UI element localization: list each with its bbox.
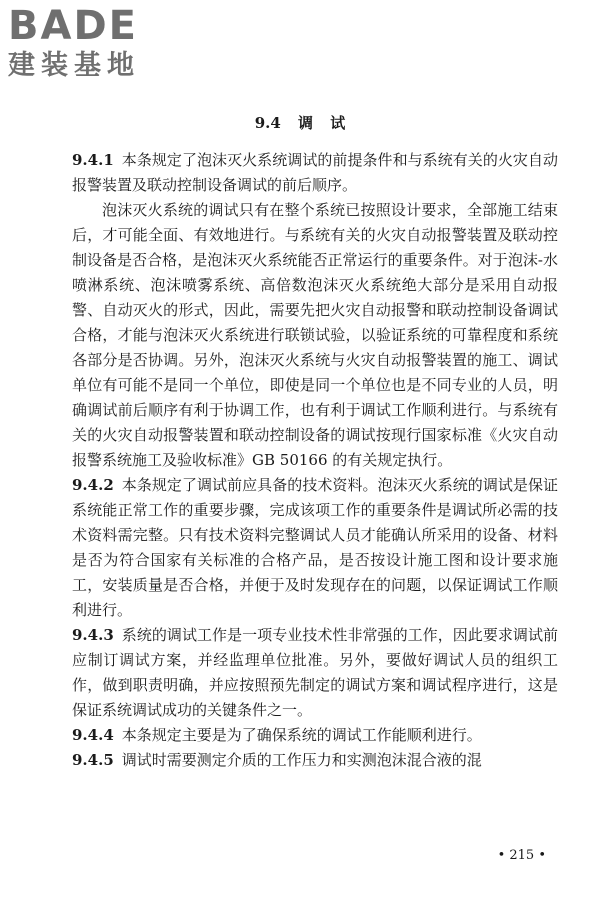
logo-text-en: BADE bbox=[8, 3, 138, 49]
brand-logo bbox=[8, 4, 140, 82]
clause-9-4-4 bbox=[72, 723, 558, 748]
clause-text: 系统的调试工作是一项专业技术性非常强的工作，因此要求调试前应制订调试方案，并经监理单位批准。另外，要做好调试人员的组织工作，做到职责明确，并应按照预先制定的调试方案和调试程序进行，这是保证系统调试成功的关键条件之一。 bbox=[72, 626, 558, 719]
clause-text: 本条规定了泡沫灭火系统调试的前提条件和与系统有关的火灾自动报警装置及联动控制设备调试的前后顺序。 bbox=[72, 151, 558, 194]
clause-number: 9.4.1 bbox=[72, 151, 114, 169]
body-text bbox=[72, 148, 558, 773]
clause-number: 9.4.2 bbox=[72, 476, 114, 494]
clause-number: 9.4.5 bbox=[72, 751, 114, 769]
section-title: 9.4 调 试 bbox=[254, 114, 346, 132]
clause-9-4-3 bbox=[72, 623, 558, 723]
logo-text-cn: 建装基地 bbox=[8, 50, 140, 81]
clause-text: 调试时需要测定介质的工作压力和实测泡沫混合液的混 bbox=[121, 751, 482, 769]
page-number: • 215 • bbox=[497, 848, 546, 863]
clause-text: 本条规定主要是为了确保系统的调试工作能顺利进行。 bbox=[121, 726, 482, 744]
clause-9-4-2 bbox=[72, 473, 558, 623]
clause-9-4-5 bbox=[72, 748, 558, 773]
clause-text: 本条规定了调试前应具备的技术资料。泡沫灭火系统的调试是保证系统能正常工作的重要步骤，完成该项工作的重要条件是调试所必需的技术资料需完整。只有技术资料完整调试人员才能确认所采用的设备、材料是否为符合国家有关标准的合格产品，是否按设计施工图和设计要求施工，安装质量是否合格，并便于及时发现存在的问题，以保证调试工作顺利进行。 bbox=[72, 476, 558, 619]
clause-number: 9.4.4 bbox=[72, 726, 114, 744]
clause-9-4-1 bbox=[72, 148, 558, 198]
clause-9-4-1-explanation: 泡沫灭火系统的调试只有在整个系统已按照设计要求，全部施工结束后，才可能全面、有效地进行。与系统有关的火灾自动报警装置及联动控制设备是否合格，是泡沫灭火系统能否正常运行的重要条件。对于泡沫-水喷淋系统、泡沫喷雾系统、高倍数泡沫灭火系统绝大部分是采用自动报警、自动灭火的形式，因此，需要先把火灾自动报警和联动控制设备调试合格，才能与泡沫灭火系统进行联锁试验，以验证系统的可靠程度和系统各部分是否协调。另外，泡沫灭火系统与火灾自动报警装置的施工、调试单位有可能不是同一个单位，即使是同一个单位也是不同专业的人员，明确调试前后顺序有利于协调工作，也有利于调试工作顺利进行。与系统有关的火灾自动报警装置和联动控制设备的调试按现行国家标准《火灾自动报警系统施工及验收标准》GB 50166 的有关规定执行。 bbox=[72, 201, 558, 469]
clause-number: 9.4.3 bbox=[72, 626, 114, 644]
